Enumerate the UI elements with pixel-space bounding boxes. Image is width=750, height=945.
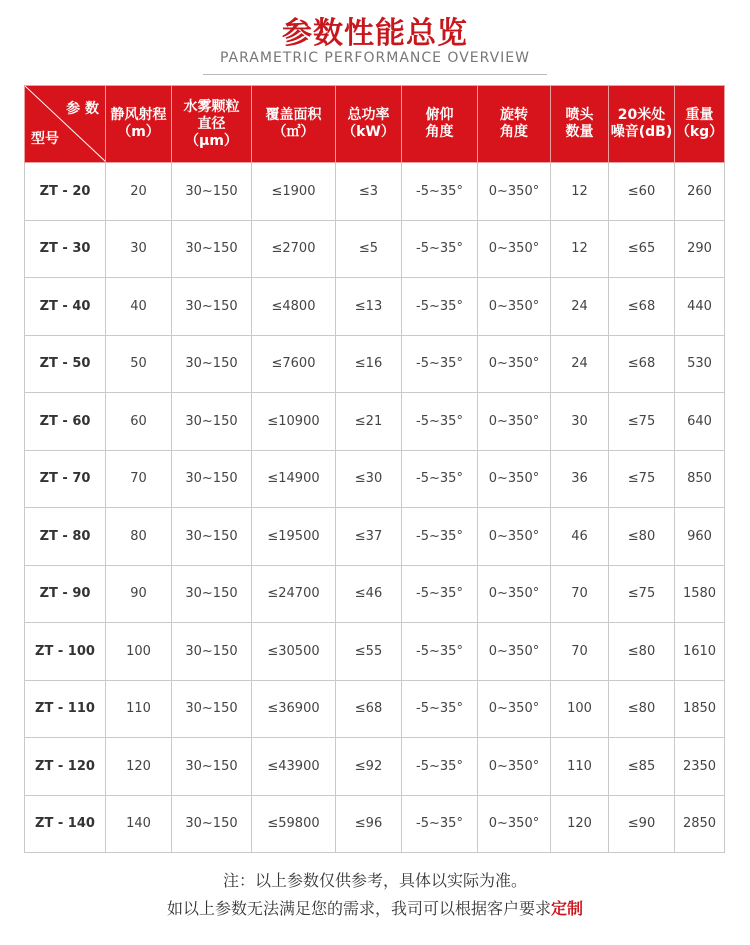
table-cell: 30~150 <box>172 393 252 451</box>
table-cell: ≤30 <box>336 450 402 508</box>
table-cell: 0~350° <box>478 163 551 221</box>
table-cell: ≤43900 <box>252 738 336 796</box>
header-range <box>106 86 172 163</box>
header-line: 角度 <box>500 124 528 140</box>
table-cell: ≤13 <box>336 278 402 336</box>
table-row <box>25 393 725 451</box>
subtitle-divider <box>203 74 547 75</box>
table-header-row <box>25 86 725 163</box>
table-cell: ≤65 <box>609 220 675 278</box>
table-cell: 30~150 <box>172 278 252 336</box>
table-cell: 120 <box>551 795 609 853</box>
table-cell: 24 <box>551 278 609 336</box>
table-cell: -5~35° <box>402 163 478 221</box>
header-line: 旋转 <box>500 107 528 123</box>
header-noise <box>609 86 675 163</box>
table-cell: ≤24700 <box>252 565 336 623</box>
table-cell: ≤16 <box>336 335 402 393</box>
table-cell: 20 <box>106 163 172 221</box>
table-cell: -5~35° <box>402 450 478 508</box>
model-cell: ZT - 140 <box>25 795 106 853</box>
header-power <box>336 86 402 163</box>
page-title: 参数性能总览 <box>282 16 468 51</box>
model-cell: ZT - 30 <box>25 220 106 278</box>
table-cell: 1610 <box>675 623 725 681</box>
table-cell: 80 <box>106 508 172 566</box>
header-line: 角度 <box>425 124 454 140</box>
table-cell: ≤19500 <box>252 508 336 566</box>
table-cell: 0~350° <box>478 220 551 278</box>
table-cell: 0~350° <box>478 565 551 623</box>
table-row <box>25 508 725 566</box>
table-cell: -5~35° <box>402 565 478 623</box>
table-row <box>25 450 725 508</box>
header-line: 数量 <box>565 124 594 140</box>
table-cell: 1580 <box>675 565 725 623</box>
table-cell: 0~350° <box>478 795 551 853</box>
table-cell: ≤68 <box>336 680 402 738</box>
table-cell: 36 <box>551 450 609 508</box>
diagonal-divider <box>25 86 105 162</box>
header-line: 喷头 <box>565 107 594 123</box>
table-cell: 70 <box>551 623 609 681</box>
table-cell: 30~150 <box>172 795 252 853</box>
model-cell: ZT - 120 <box>25 738 106 796</box>
table-cell: 30~150 <box>172 738 252 796</box>
table-cell: -5~35° <box>402 508 478 566</box>
table-cell: 12 <box>551 220 609 278</box>
note-customization-text: 如以上参数无法满足您的需求，我司可以根据客户要求 <box>166 899 551 918</box>
table-cell: 140 <box>106 795 172 853</box>
table-cell: ≤2700 <box>252 220 336 278</box>
table-cell: ≤80 <box>609 680 675 738</box>
table-cell: 30~150 <box>172 163 252 221</box>
table-cell: -5~35° <box>402 680 478 738</box>
table-cell: 530 <box>675 335 725 393</box>
table-cell: 0~350° <box>478 393 551 451</box>
table-row <box>25 738 725 796</box>
table-cell: 30~150 <box>172 565 252 623</box>
table-cell: -5~35° <box>402 795 478 853</box>
table-cell: -5~35° <box>402 278 478 336</box>
header-rotation-angle <box>478 86 551 163</box>
note-disclaimer: 注：以上参数仅供参考，具体以实际为准。 <box>222 871 527 890</box>
table-cell: ≤10900 <box>252 393 336 451</box>
table-cell: ≤75 <box>609 565 675 623</box>
table-row <box>25 680 725 738</box>
table-cell: ≤75 <box>609 450 675 508</box>
table-cell: 850 <box>675 450 725 508</box>
table-cell: ≤85 <box>609 738 675 796</box>
table-cell: 0~350° <box>478 335 551 393</box>
table-cell: 100 <box>551 680 609 738</box>
header-nozzle-count <box>551 86 609 163</box>
model-cell: ZT - 70 <box>25 450 106 508</box>
table-cell: 0~350° <box>478 508 551 566</box>
model-cell: ZT - 110 <box>25 680 106 738</box>
table-cell: ≤90 <box>609 795 675 853</box>
table-cell: ≤80 <box>609 508 675 566</box>
table-cell: ≤37 <box>336 508 402 566</box>
model-cell: ZT - 50 <box>25 335 106 393</box>
table-cell: -5~35° <box>402 335 478 393</box>
table-cell: 70 <box>551 565 609 623</box>
table-cell: -5~35° <box>402 220 478 278</box>
header-line: （μm） <box>185 132 238 149</box>
table-cell: 50 <box>106 335 172 393</box>
table-cell: ≤14900 <box>252 450 336 508</box>
header-line: （kg） <box>675 124 724 140</box>
table-cell: ≤80 <box>609 623 675 681</box>
parameter-table <box>24 85 725 853</box>
header-pitch-angle <box>402 86 478 163</box>
table-cell: ≤46 <box>336 565 402 623</box>
note-customization-highlight: 定制 <box>551 899 584 918</box>
table-cell: 0~350° <box>478 680 551 738</box>
header-line: 俯仰 <box>425 107 454 123</box>
header-line: 20米处 <box>617 107 666 123</box>
table-cell: 30~150 <box>172 220 252 278</box>
table-cell: ≤1900 <box>252 163 336 221</box>
header-line: 覆盖面积 <box>265 107 322 123</box>
header-coverage <box>252 86 336 163</box>
table-row <box>25 278 725 336</box>
table-cell: 120 <box>106 738 172 796</box>
table-cell: ≤92 <box>336 738 402 796</box>
table-cell: 290 <box>675 220 725 278</box>
table-row <box>25 795 725 853</box>
header-line: 总功率 <box>347 107 390 123</box>
table-cell: 30~150 <box>172 508 252 566</box>
table-cell: 2350 <box>675 738 725 796</box>
table-cell: ≤4800 <box>252 278 336 336</box>
note-customization <box>0 896 750 919</box>
model-cell: ZT - 60 <box>25 393 106 451</box>
table-cell: 40 <box>106 278 172 336</box>
table-cell: 30~150 <box>172 450 252 508</box>
table-cell: 12 <box>551 163 609 221</box>
table-row <box>25 163 725 221</box>
model-cell: ZT - 80 <box>25 508 106 566</box>
table-cell: 0~350° <box>478 623 551 681</box>
table-cell: 30~150 <box>172 335 252 393</box>
table-cell: -5~35° <box>402 393 478 451</box>
table-cell: 110 <box>106 680 172 738</box>
header-line: （kW） <box>342 124 395 140</box>
table-cell: ≤68 <box>609 278 675 336</box>
page-subtitle: PARAMETRIC PERFORMANCE OVERVIEW <box>220 50 530 66</box>
table-cell: ≤55 <box>336 623 402 681</box>
model-cell: ZT - 40 <box>25 278 106 336</box>
table-cell: 640 <box>675 393 725 451</box>
table-cell: ≤75 <box>609 393 675 451</box>
table-cell: 0~350° <box>478 278 551 336</box>
table-cell: 960 <box>675 508 725 566</box>
table-cell: ≤36900 <box>252 680 336 738</box>
table-cell: ≤60 <box>609 163 675 221</box>
table-cell: 30~150 <box>172 623 252 681</box>
model-cell: ZT - 90 <box>25 565 106 623</box>
table-row <box>25 565 725 623</box>
header-corner-cell <box>25 86 106 163</box>
table-cell: ≤7600 <box>252 335 336 393</box>
table-cell: 110 <box>551 738 609 796</box>
corner-param-label: 参 数 <box>66 101 99 117</box>
header-line: 静风射程 <box>110 107 167 123</box>
table-cell: 70 <box>106 450 172 508</box>
table-cell: 60 <box>106 393 172 451</box>
header-line: （㎡） <box>272 124 315 140</box>
table-cell: 1850 <box>675 680 725 738</box>
table-cell: 0~350° <box>478 738 551 796</box>
table-cell: 440 <box>675 278 725 336</box>
model-cell: ZT - 100 <box>25 623 106 681</box>
table-cell: 100 <box>106 623 172 681</box>
table-cell: 0~350° <box>478 450 551 508</box>
table-cell: ≤96 <box>336 795 402 853</box>
table-cell: 90 <box>106 565 172 623</box>
table-cell: ≤59800 <box>252 795 336 853</box>
table-cell: 2850 <box>675 795 725 853</box>
table-cell: -5~35° <box>402 623 478 681</box>
table-cell: -5~35° <box>402 738 478 796</box>
model-cell: ZT - 20 <box>25 163 106 221</box>
table-cell: 30 <box>106 220 172 278</box>
table-row <box>25 335 725 393</box>
table-cell: ≤68 <box>609 335 675 393</box>
header-particle-size <box>172 86 252 163</box>
header-line: 重量 <box>685 107 714 123</box>
table-cell: 260 <box>675 163 725 221</box>
header-weight <box>675 86 725 163</box>
table-cell: ≤30500 <box>252 623 336 681</box>
table-cell: 30 <box>551 393 609 451</box>
header-line: 噪音(dB) <box>610 124 673 140</box>
table-cell: 30~150 <box>172 680 252 738</box>
header-line: 直径 <box>197 115 226 132</box>
header-line: （m） <box>117 124 160 140</box>
table-cell: ≤5 <box>336 220 402 278</box>
table-cell: 24 <box>551 335 609 393</box>
corner-model-label: 型号 <box>31 131 59 147</box>
table-cell: ≤21 <box>336 393 402 451</box>
table-body <box>25 163 725 853</box>
table-cell: ≤3 <box>336 163 402 221</box>
table-cell: 46 <box>551 508 609 566</box>
table-row <box>25 220 725 278</box>
header-line: 水雾颗粒 <box>183 98 240 115</box>
table-row <box>25 623 725 681</box>
